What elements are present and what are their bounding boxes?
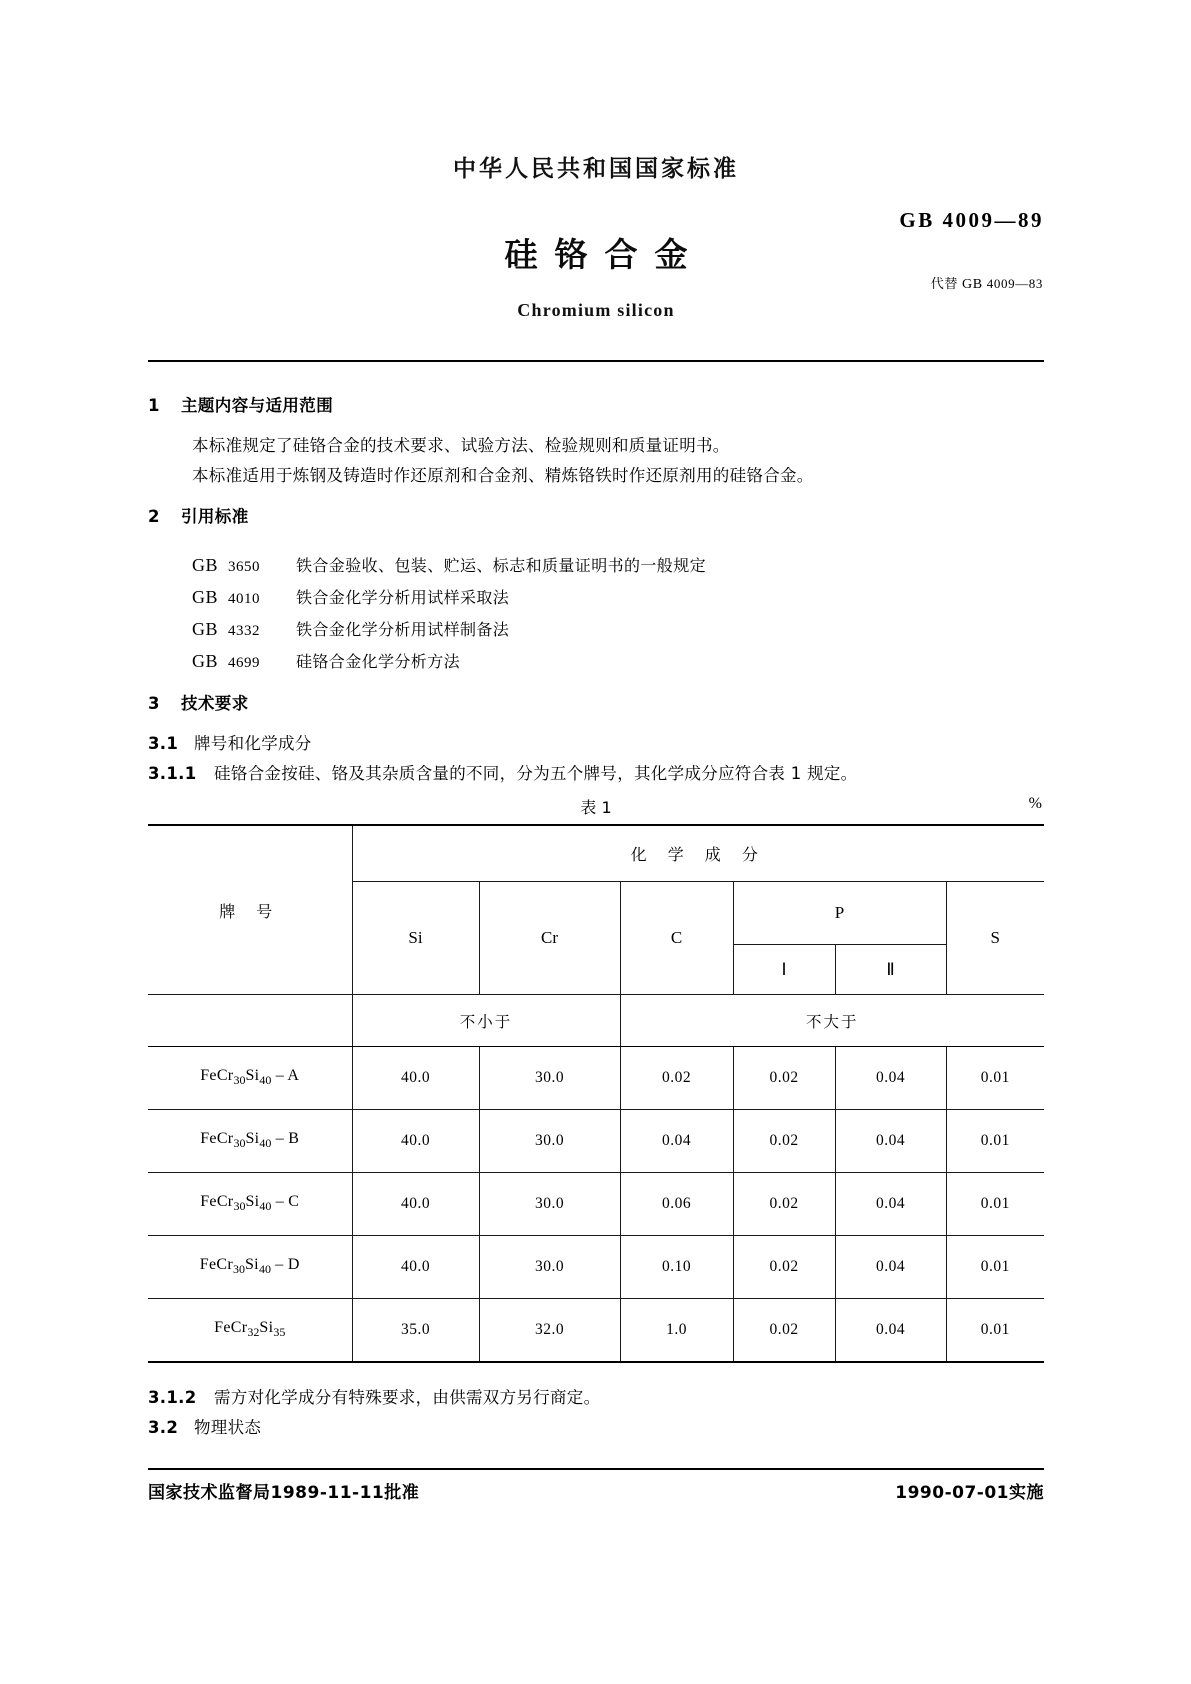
clause-2-number: 2: [148, 507, 160, 526]
reference-prefix: GB: [192, 619, 219, 639]
value-si: 40.0: [352, 1047, 479, 1110]
clause-3-2-heading: [148, 1413, 1044, 1443]
page-content-area: [148, 0, 1044, 1684]
value-p1: 0.02: [733, 1236, 835, 1299]
table-header-cr: Cr: [479, 881, 620, 995]
value-s: 0.01: [946, 1047, 1044, 1110]
reference-prefix: GB: [192, 587, 219, 607]
value-cr: 30.0: [479, 1236, 620, 1299]
value-si: 40.0: [352, 1236, 479, 1299]
table-row: [148, 1236, 1044, 1299]
table-header-p-grade-2: Ⅱ: [835, 945, 946, 995]
clause-1-number: 1: [148, 396, 160, 415]
clause-3-1-title: 牌号和化学成分: [194, 734, 312, 753]
value-s: 0.01: [946, 1173, 1044, 1236]
replaces-note: [931, 273, 1043, 293]
grade-cell: $FeCr_{30}Si_{40}$ – A: [148, 1047, 352, 1110]
clause-3-1-2-number: 3.1.2: [148, 1387, 197, 1407]
clause-3-1-1-number: 3.1.1: [148, 764, 197, 783]
table-header-p: P: [733, 881, 946, 945]
table-limit-maximum: 不大于: [620, 995, 1044, 1047]
clause-3-1-2-paragraph: [148, 1383, 1044, 1413]
table-row: [148, 1047, 1044, 1110]
reference-prefix: GB: [192, 555, 219, 575]
table-header-c: C: [620, 881, 733, 995]
clause-2-title: 引用标准: [181, 507, 249, 526]
clause-1-paragraph-1: 本标准规定了硅铬合金的技术要求、试验方法、检验规则和质量证明书。: [192, 436, 730, 455]
reference-code: [192, 550, 296, 582]
table-caption-label: 表 1: [580, 798, 612, 817]
document-body: [148, 392, 1044, 1443]
replaces-prefix: GB: [962, 277, 983, 292]
table-header-p-grade-1: Ⅰ: [733, 945, 835, 995]
reference-code: [192, 646, 296, 678]
clause-3-2-title: 物理状态: [194, 1417, 262, 1437]
clause-1-heading: [148, 392, 1044, 416]
reference-title: 铁合金化学分析用试样制备法: [296, 620, 510, 639]
clause-3-1-2-text: 需方对化学成分有特殊要求，由供需双方另行商定。: [214, 1387, 601, 1407]
issuing-authority-line: 中华人民共和国国家标准: [453, 156, 739, 182]
clause-3-2-number: 3.2: [148, 1417, 179, 1437]
table-header-row-group: [148, 825, 1044, 881]
replaces-label: 代替: [930, 277, 958, 292]
value-c: 1.0: [620, 1299, 733, 1362]
list-item: [192, 550, 1044, 582]
effective-date-statement: 1990-07-01实施: [895, 1483, 1044, 1503]
clause-1-title: 主题内容与适用范围: [181, 396, 334, 415]
document-title-en: Chromium silicon: [517, 300, 675, 320]
grade-cell: $FeCr_{30}Si_{40}$ – D: [148, 1236, 352, 1299]
value-p2: 0.04: [835, 1047, 946, 1110]
table-limit-minimum: 不小于: [352, 995, 620, 1047]
reference-code: [192, 614, 296, 646]
value-p1: 0.02: [733, 1110, 835, 1173]
table-limit-empty-cell: [148, 995, 352, 1047]
clause-3-heading: [148, 690, 1044, 714]
masthead: [148, 150, 1044, 321]
table-caption: [148, 795, 1044, 818]
clause-1-paragraph-2: 本标准适用于炼钢及铸造时作还原剂和合金剂、精炼铬铁时作还原剂用的硅铬合金。: [192, 466, 814, 485]
grade-cell: $FeCr_{32}Si_{35}$: [148, 1299, 352, 1362]
reference-number: 3650: [228, 559, 261, 575]
value-c: 0.04: [620, 1110, 733, 1173]
clause-3-1-number: 3.1: [148, 734, 179, 753]
reference-number: 4699: [228, 655, 261, 671]
reference-prefix: GB: [192, 651, 219, 671]
list-item: [192, 614, 1044, 646]
reference-title: 铁合金化学分析用试样采取法: [296, 588, 510, 607]
page-footer: [148, 1478, 1044, 1503]
value-s: 0.01: [946, 1299, 1044, 1362]
document-title-cn: 硅铬合金: [504, 235, 705, 274]
table-row: [148, 1299, 1044, 1362]
table-limit-row: [148, 995, 1044, 1047]
reference-title: 硅铬合金化学分析方法: [296, 652, 461, 671]
value-si: 40.0: [352, 1110, 479, 1173]
chemical-composition-table: [148, 824, 1044, 1363]
table-unit-label: %: [1028, 795, 1042, 812]
value-cr: 30.0: [479, 1173, 620, 1236]
reference-number: 4332: [228, 623, 261, 639]
grade-cell: $FeCr_{30}Si_{40}$ – C: [148, 1173, 352, 1236]
value-p2: 0.04: [835, 1110, 946, 1173]
value-p1: 0.02: [733, 1173, 835, 1236]
value-p1: 0.02: [733, 1047, 835, 1110]
replaces-number: 4009—83: [986, 276, 1043, 291]
referenced-standards-list: [148, 550, 1044, 678]
value-p2: 0.04: [835, 1236, 946, 1299]
value-cr: 32.0: [479, 1299, 620, 1362]
table-header-s: S: [946, 881, 1044, 995]
value-s: 0.01: [946, 1236, 1044, 1299]
clause-3-title: 技术要求: [181, 694, 249, 713]
clause-3-1-1-text: 硅铬合金按硅、铬及其杂质含量的不同，分为五个牌号，其化学成分应符合表 1 规定。: [214, 764, 858, 783]
reference-number: 4010: [228, 591, 261, 607]
value-cr: 30.0: [479, 1047, 620, 1110]
table-header-si: Si: [352, 881, 479, 995]
clause-3-1-1-paragraph: [148, 759, 1044, 789]
clause-2-heading: [148, 503, 1044, 527]
reference-title: 铁合金验收、包装、贮运、标志和质量证明书的一般规定: [296, 556, 707, 575]
clause-3-1-heading: [148, 729, 1044, 759]
table-row: [148, 1173, 1044, 1236]
value-c: 0.10: [620, 1236, 733, 1299]
value-c: 0.06: [620, 1173, 733, 1236]
table-header-chemical-composition: 化 学 成 分: [352, 825, 1044, 881]
value-p2: 0.04: [835, 1173, 946, 1236]
value-si: 35.0: [352, 1299, 479, 1362]
table-header-grade: 牌 号: [148, 825, 352, 995]
clause-3-number: 3: [148, 694, 160, 713]
reference-code: [192, 582, 296, 614]
value-c: 0.02: [620, 1047, 733, 1110]
standard-number: GB 4009—89: [899, 208, 1044, 232]
grade-cell: $FeCr_{30}Si_{40}$ – B: [148, 1110, 352, 1173]
list-item: [192, 646, 1044, 678]
table-row: [148, 1110, 1044, 1173]
value-p2: 0.04: [835, 1299, 946, 1362]
list-item: [192, 582, 1044, 614]
approval-statement: 国家技术监督局1989-11-11批准: [148, 1483, 420, 1503]
value-p1: 0.02: [733, 1299, 835, 1362]
footer-divider: [148, 1468, 1044, 1470]
value-cr: 30.0: [479, 1110, 620, 1173]
header-divider: [148, 360, 1044, 362]
value-si: 40.0: [352, 1173, 479, 1236]
value-s: 0.01: [946, 1110, 1044, 1173]
